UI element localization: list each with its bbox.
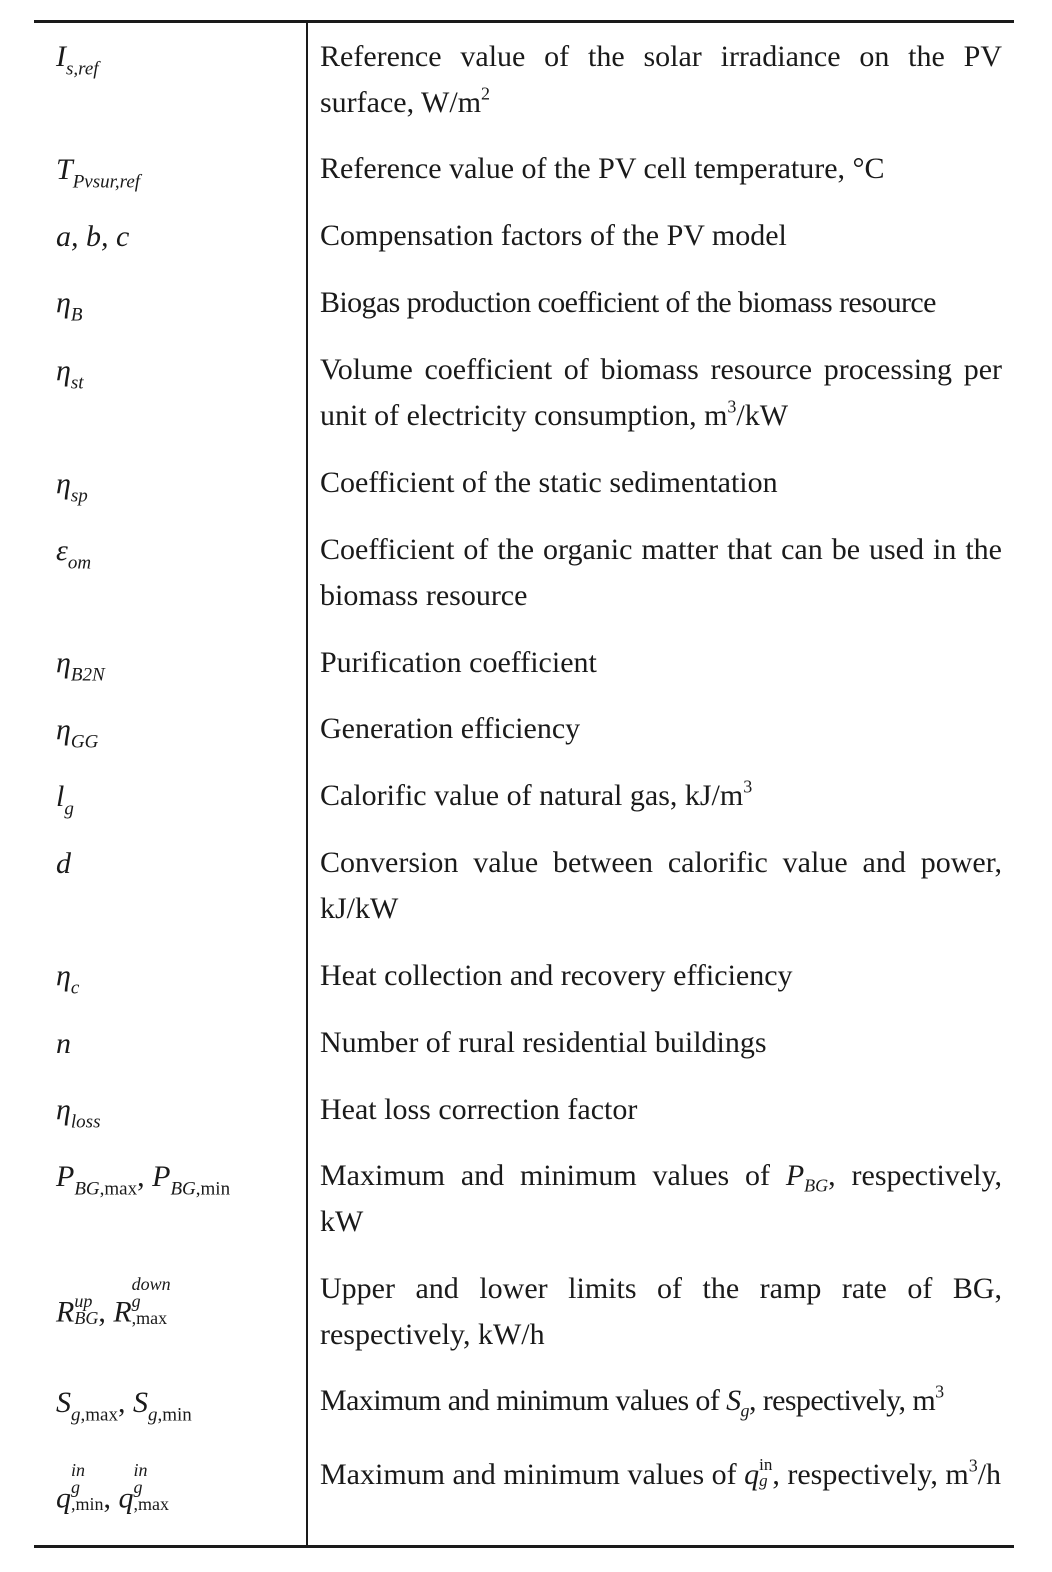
symbol-cell: $P_{BG,max}$, $P_{BG,min}$ <box>56 1160 231 1200</box>
symbol-cell: $\eta_B$ <box>56 286 83 326</box>
description-cell: Volume coefficient of biomass resource processing per unit of electricity consumption, $m^3/kW$ <box>320 353 1002 432</box>
symbol-cell: $\eta_{GG}$ <box>56 713 99 753</box>
description-cell: Number of rural residential buildings <box>320 1026 767 1059</box>
description-cell: Maximum and minimum values of q in g , respectively, $m^3/h$ <box>320 1454 1002 1491</box>
symbol-cell: $\eta_c$ <box>56 959 80 999</box>
description-cell: Coefficient of the organic matter that can be used in the biomass resource <box>320 533 1002 612</box>
table-bottom-rule <box>34 1545 1014 1548</box>
description-cell: Upper and lower limits of the ramp rate of BG, respectively, kW/h <box>320 1272 1002 1351</box>
description-cell: Compensation factors of the PV model <box>320 219 787 252</box>
symbol-cell: q in g ,min , q in g ,max <box>56 1460 170 1515</box>
symbol-cell: $\varepsilon_{om}$ <box>56 534 92 574</box>
symbol-cell: $\eta_{sp}$ <box>56 467 88 507</box>
description-cell: Biogas production coefficient of the biomass resource <box>320 286 936 319</box>
symbol-cell: n <box>56 1027 71 1060</box>
symbol-cell: R up BG , R down g ,max <box>56 1274 171 1329</box>
description-cell: Heat loss correction factor <box>320 1093 638 1126</box>
description-cell: Maximum and minimum values of $S_g$, respectively, $m^3$ <box>320 1381 944 1421</box>
symbol-cell: $\eta_{st}$ <box>56 354 84 394</box>
symbol-cell: $\eta_{B2N}$ <box>56 646 105 686</box>
description-cell: Generation efficiency <box>320 712 581 745</box>
symbol-cell: d <box>56 847 71 880</box>
description-cell: Reference value of the PV cell temperature, °C <box>320 152 885 185</box>
table-top-rule <box>34 20 1014 23</box>
symbol-cell: a, b, c <box>56 220 130 253</box>
description-cell: Purification coefficient <box>320 646 597 679</box>
description-cell: Reference value of the solar irradiance on the PV surface, $W/m^2$ <box>320 40 1002 119</box>
description-cell: Coefficient of the static sedimentation <box>320 466 778 499</box>
symbol-cell: $I_{s,ref}$ <box>56 40 99 80</box>
description-cell: Maximum and minimum values of $P_{BG}$, respectively, kW <box>320 1159 1002 1238</box>
symbol-cell: $S_{g,max}$, $S_{g,min}$ <box>56 1386 192 1426</box>
symbol-cell: $l_g$ <box>56 780 74 820</box>
symbol-cell: $T_{Pvsur,ref}$ <box>56 153 141 193</box>
description-cell: Conversion value between calorific value and power, kJ/kW <box>320 846 1002 925</box>
symbol-cell: $\eta_{loss}$ <box>56 1093 101 1133</box>
table-column-divider <box>306 22 308 1548</box>
description-cell: Calorific value of natural gas, $kJ/m^3$ <box>320 776 753 812</box>
description-cell: Heat collection and recovery efficiency <box>320 959 793 992</box>
